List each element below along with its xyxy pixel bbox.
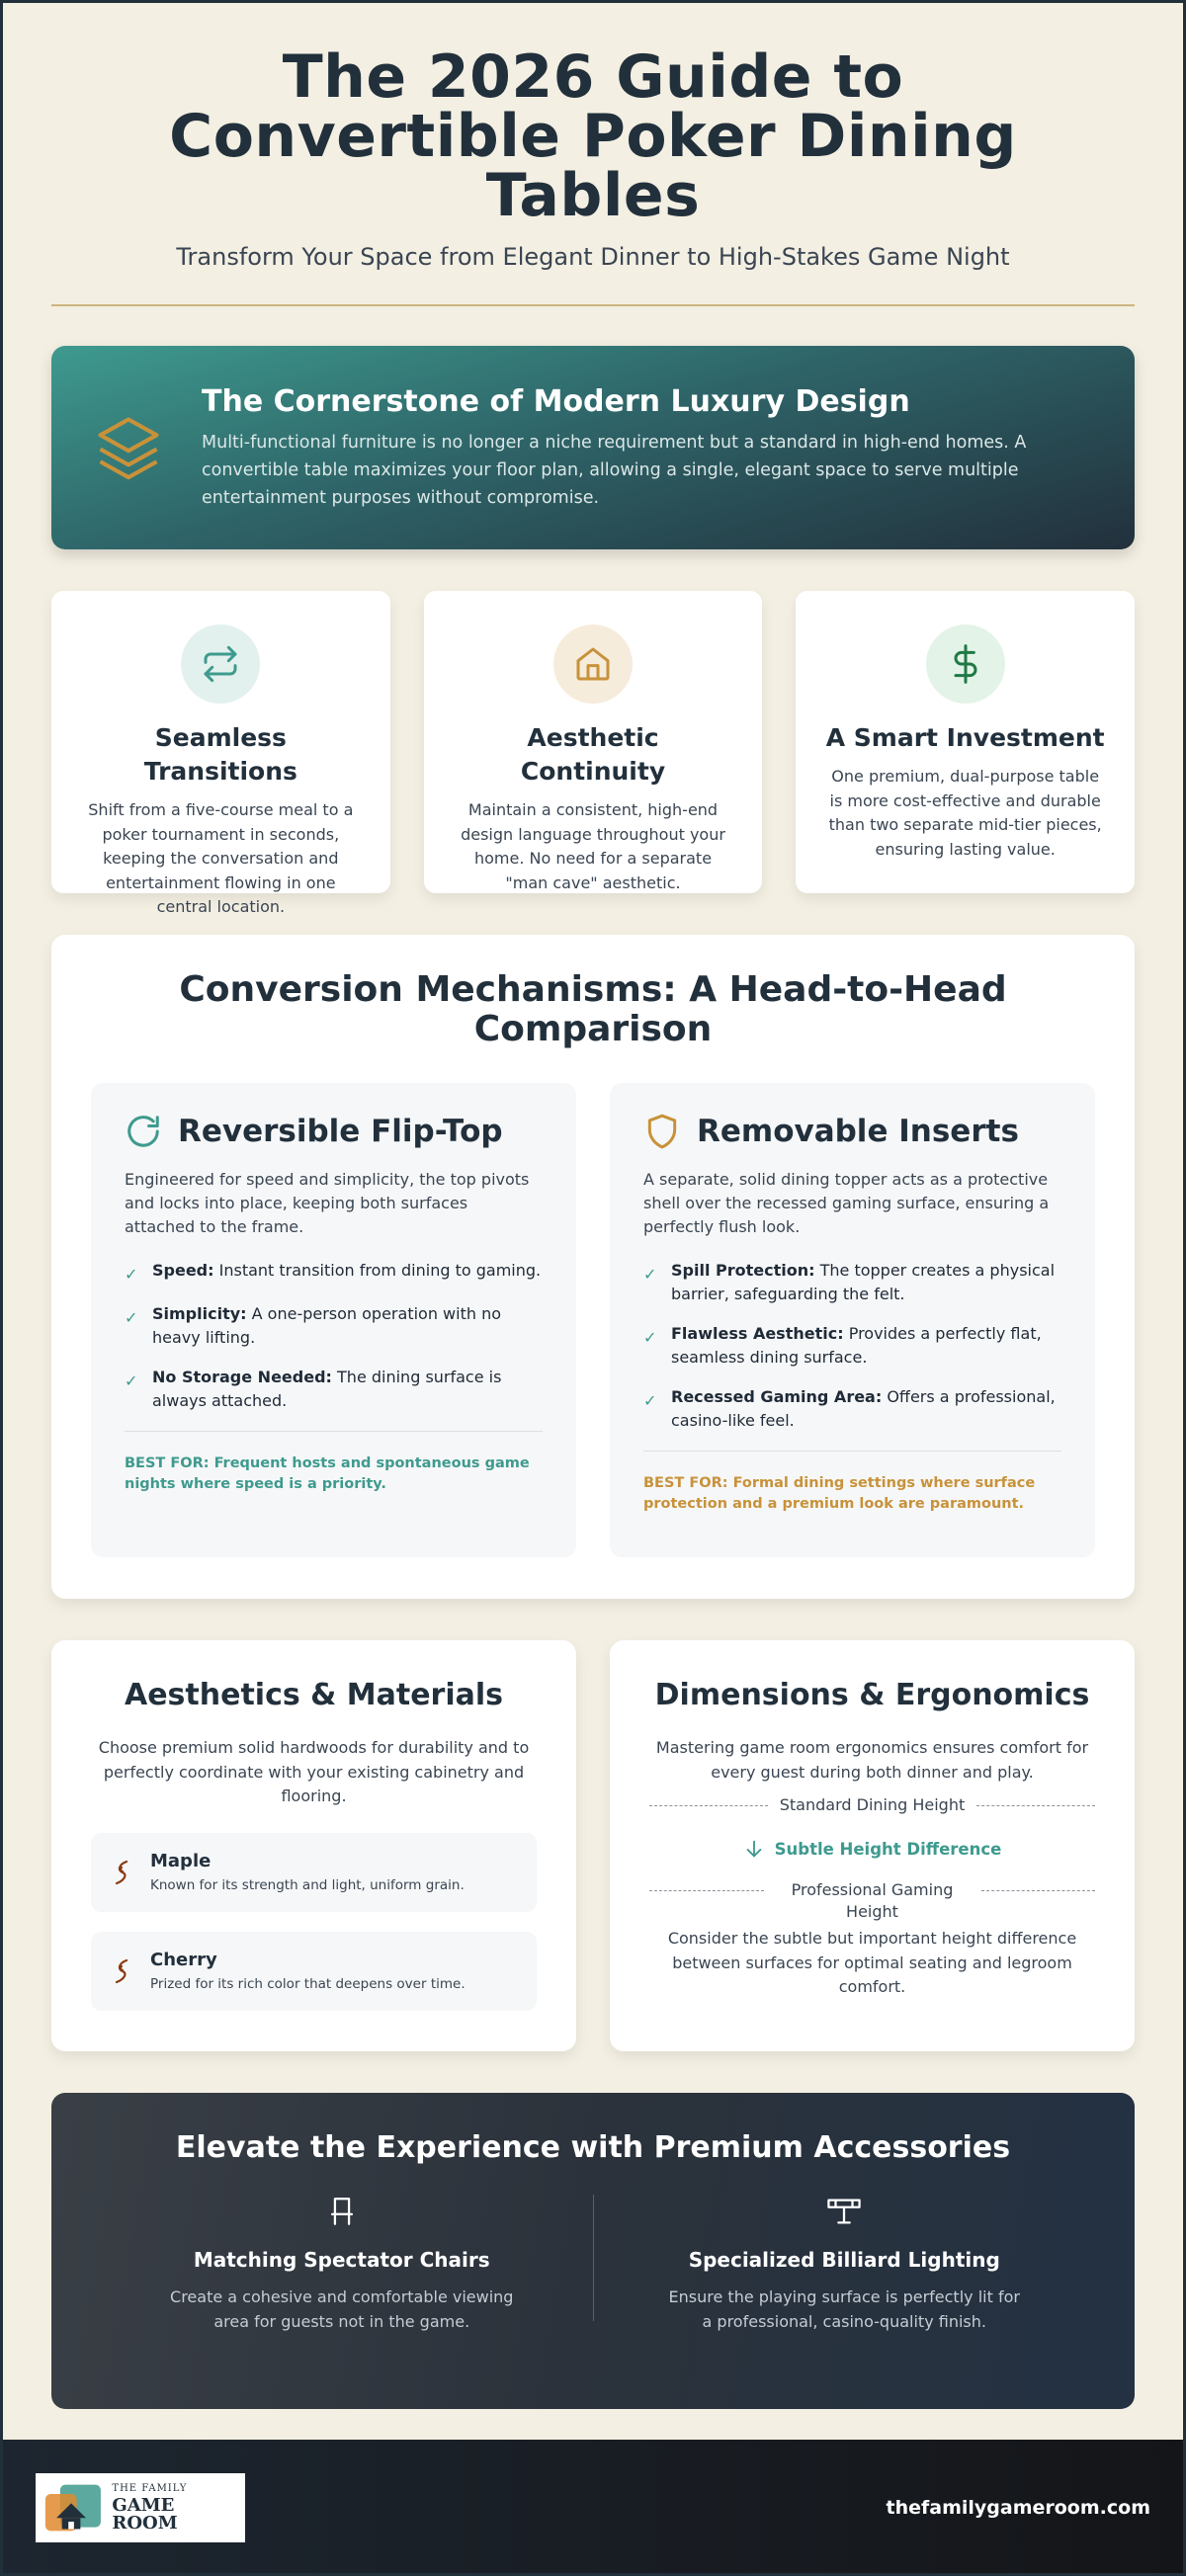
benefit-text: A one-person operation with no heavy lifting. bbox=[152, 1304, 502, 1347]
check-icon: ✓ bbox=[125, 1308, 138, 1327]
materials-intro: Choose premium solid hardwoods for durability and to perfectly coordinate with your existing cabinetry and flooring. bbox=[98, 1738, 530, 1805]
column-header bbox=[643, 1113, 1061, 1150]
column-description: Engineered for speed and simplicity, the top pivots and locks into place, keeping both surfaces attached to the frame. bbox=[125, 1170, 530, 1236]
wood-name: Cherry bbox=[150, 1950, 217, 1970]
benefit-list bbox=[125, 1259, 543, 1413]
transfer-arrows-icon bbox=[181, 624, 260, 704]
accessory-text: Create a cohesive and comfortable viewing area for guests not in the game. bbox=[170, 2287, 514, 2331]
page-subtitle: Transform Your Space from Elegant Dinner to High-Stakes Game Night bbox=[176, 243, 1010, 271]
best-for-note: BEST FOR: Formal dining settings where surface protection and a premium look are paramount. bbox=[643, 1475, 1036, 1512]
accessory-title: Matching Spectator Chairs bbox=[193, 2248, 490, 2272]
logo-top-text: THE FAMILY bbox=[112, 2482, 188, 2494]
page-footer bbox=[0, 2440, 1186, 2576]
chair-icon bbox=[325, 2195, 359, 2228]
comparison-title: Conversion Mechanisms: A Head-to-Head Comparison bbox=[179, 969, 1007, 1049]
accessory-title: Specialized Billiard Lighting bbox=[688, 2248, 1000, 2272]
feature-title: Aesthetic Continuity bbox=[520, 723, 666, 786]
benefit-list bbox=[643, 1259, 1061, 1433]
check-icon: ✓ bbox=[125, 1371, 138, 1390]
header-divider bbox=[51, 304, 1135, 306]
feature-title: A Smart Investment bbox=[825, 723, 1105, 752]
gaming-height-label: Professional Gaming Height bbox=[791, 1880, 954, 1921]
height-difference-label: Subtle Height Difference bbox=[774, 1839, 1002, 1859]
dollar-icon bbox=[926, 624, 1005, 704]
dining-height-marker bbox=[649, 1794, 1095, 1816]
benefit-label: Spill Protection: bbox=[671, 1261, 815, 1280]
list-item bbox=[125, 1259, 543, 1287]
height-difference bbox=[649, 1838, 1095, 1860]
list-item bbox=[643, 1322, 1061, 1370]
intro-title: The Cornerstone of Modern Luxury Design bbox=[202, 383, 910, 419]
rotate-icon bbox=[125, 1113, 162, 1150]
materials-card bbox=[51, 1640, 576, 2051]
dimensions-card bbox=[610, 1640, 1135, 2051]
gaming-height-marker bbox=[649, 1879, 1095, 1923]
benefit-label: No Storage Needed: bbox=[152, 1368, 332, 1386]
dimensions-title: Dimensions & Ergonomics bbox=[654, 1678, 1090, 1712]
column-title: Reversible Flip-Top bbox=[178, 1114, 503, 1149]
best-for-note: BEST FOR: Frequent hosts and spontaneous game nights where speed is a priority. bbox=[125, 1455, 530, 1492]
benefit-text: Offers a professional, casino-like feel. bbox=[671, 1387, 1056, 1430]
benefit-text: Provides a perfectly flat, seamless dining surface. bbox=[671, 1324, 1042, 1367]
logo-wordmark bbox=[112, 2484, 237, 2533]
layers-icon bbox=[91, 410, 166, 485]
feature-text: One premium, dual-purpose table is more cost-effective and durable than two separate mid-tier pieces, ensuring lasting value. bbox=[828, 767, 1102, 859]
wood-grain-icon bbox=[111, 1957, 134, 1985]
feature-card-investment bbox=[796, 591, 1135, 893]
height-line bbox=[649, 1890, 764, 1891]
page-header bbox=[51, 0, 1135, 306]
height-line bbox=[976, 1805, 1095, 1806]
intro-banner bbox=[51, 346, 1135, 549]
list-item bbox=[643, 1385, 1061, 1433]
accessory-lighting bbox=[594, 2195, 1096, 2334]
feature-text: Shift from a five-course meal to a poker tournament in seconds, keeping the conversation and entertainment flowing in one central location. bbox=[88, 800, 354, 916]
wood-option-cherry bbox=[91, 1932, 537, 2011]
height-line bbox=[981, 1890, 1096, 1891]
logo-emblem-icon bbox=[43, 2479, 108, 2536]
benefit-text: Instant transition from dining to gaming. bbox=[213, 1261, 542, 1280]
wood-description: Known for its strength and light, uniform grain. bbox=[150, 1877, 465, 1893]
benefit-text: The topper creates a physical barrier, safeguarding the felt. bbox=[671, 1261, 1056, 1303]
list-item bbox=[125, 1302, 543, 1350]
dining-height-label: Standard Dining Height bbox=[779, 1795, 966, 1814]
benefit-label: Simplicity: bbox=[152, 1304, 247, 1323]
intro-text: Multi-functional furniture is no longer a niche requirement but a standard in high-end homes. A convertible table maximizes your floor plan, allowing a single, elegant space to serve multiple entertainment purposes without compromise. bbox=[202, 432, 1027, 508]
accessory-text: Ensure the playing surface is perfectly lit for a professional, casino-quality finish. bbox=[668, 2287, 1020, 2331]
column-divider bbox=[125, 1431, 543, 1432]
intro-text-block bbox=[202, 384, 1075, 512]
list-item bbox=[643, 1259, 1061, 1306]
feature-card-continuity bbox=[424, 591, 763, 893]
check-icon: ✓ bbox=[125, 1265, 138, 1284]
benefit-label: Flawless Aesthetic: bbox=[671, 1324, 844, 1343]
dimensions-outro: Consider the subtle but important height difference between surfaces for optimal seating and legroom comfort. bbox=[667, 1929, 1077, 1996]
accessory-chairs bbox=[91, 2195, 593, 2334]
comparison-section bbox=[51, 935, 1135, 1599]
comparison-column-inserts bbox=[610, 1083, 1095, 1557]
comparison-columns bbox=[91, 1083, 1095, 1557]
accessories-section bbox=[51, 2093, 1135, 2409]
wood-grain-icon bbox=[111, 1859, 134, 1886]
column-divider bbox=[643, 1451, 1061, 1452]
wood-option-maple bbox=[91, 1833, 537, 1912]
feature-cards bbox=[51, 591, 1135, 916]
benefit-label: Speed: bbox=[152, 1261, 214, 1280]
page-title: The 2026 Guide to Convertible Poker Dining Tables bbox=[169, 42, 1017, 230]
wood-text bbox=[150, 1851, 465, 1893]
column-description: A separate, solid dining topper acts as a protective shell over the recessed gaming surface, ensuring a perfectly flush look. bbox=[643, 1170, 1050, 1236]
benefit-text: The dining surface is always attached. bbox=[152, 1368, 502, 1410]
materials-title: Aesthetics & Materials bbox=[124, 1678, 504, 1712]
list-item bbox=[125, 1366, 543, 1413]
wood-description: Prized for its rich color that deepens over time. bbox=[150, 1976, 466, 1992]
feature-text: Maintain a consistent, high-end design language throughout your home. No need for a separate "man cave" aesthetic. bbox=[461, 800, 725, 892]
dimensions-intro: Mastering game room ergonomics ensures comfort for every guest during both dinner and play. bbox=[655, 1738, 1089, 1782]
wood-name: Maple bbox=[150, 1851, 212, 1871]
check-icon: ✓ bbox=[643, 1328, 657, 1347]
brand-logo[interactable] bbox=[36, 2473, 245, 2542]
column-title: Removable Inserts bbox=[697, 1114, 1019, 1149]
shield-icon bbox=[643, 1113, 681, 1150]
benefit-label: Recessed Gaming Area: bbox=[671, 1387, 883, 1406]
check-icon: ✓ bbox=[643, 1265, 657, 1284]
logo-bottom-text: GAME ROOM bbox=[112, 2494, 178, 2534]
wood-text bbox=[150, 1950, 466, 1992]
check-icon: ✓ bbox=[643, 1391, 657, 1410]
comparison-column-flip-top bbox=[91, 1083, 576, 1557]
home-icon bbox=[553, 624, 633, 704]
website-link[interactable]: thefamilygameroom.com bbox=[886, 2497, 1150, 2519]
feature-card-transitions bbox=[51, 591, 390, 916]
column-header bbox=[125, 1113, 543, 1150]
lamp-icon bbox=[824, 2195, 864, 2228]
height-line bbox=[649, 1805, 768, 1806]
accessories-title: Elevate the Experience with Premium Accessories bbox=[175, 2130, 1011, 2165]
accessories-columns bbox=[91, 2195, 1095, 2334]
feature-title: Seamless Transitions bbox=[143, 723, 297, 786]
arrow-down-icon bbox=[743, 1838, 765, 1860]
materials-dimensions-row bbox=[51, 1640, 1135, 2051]
